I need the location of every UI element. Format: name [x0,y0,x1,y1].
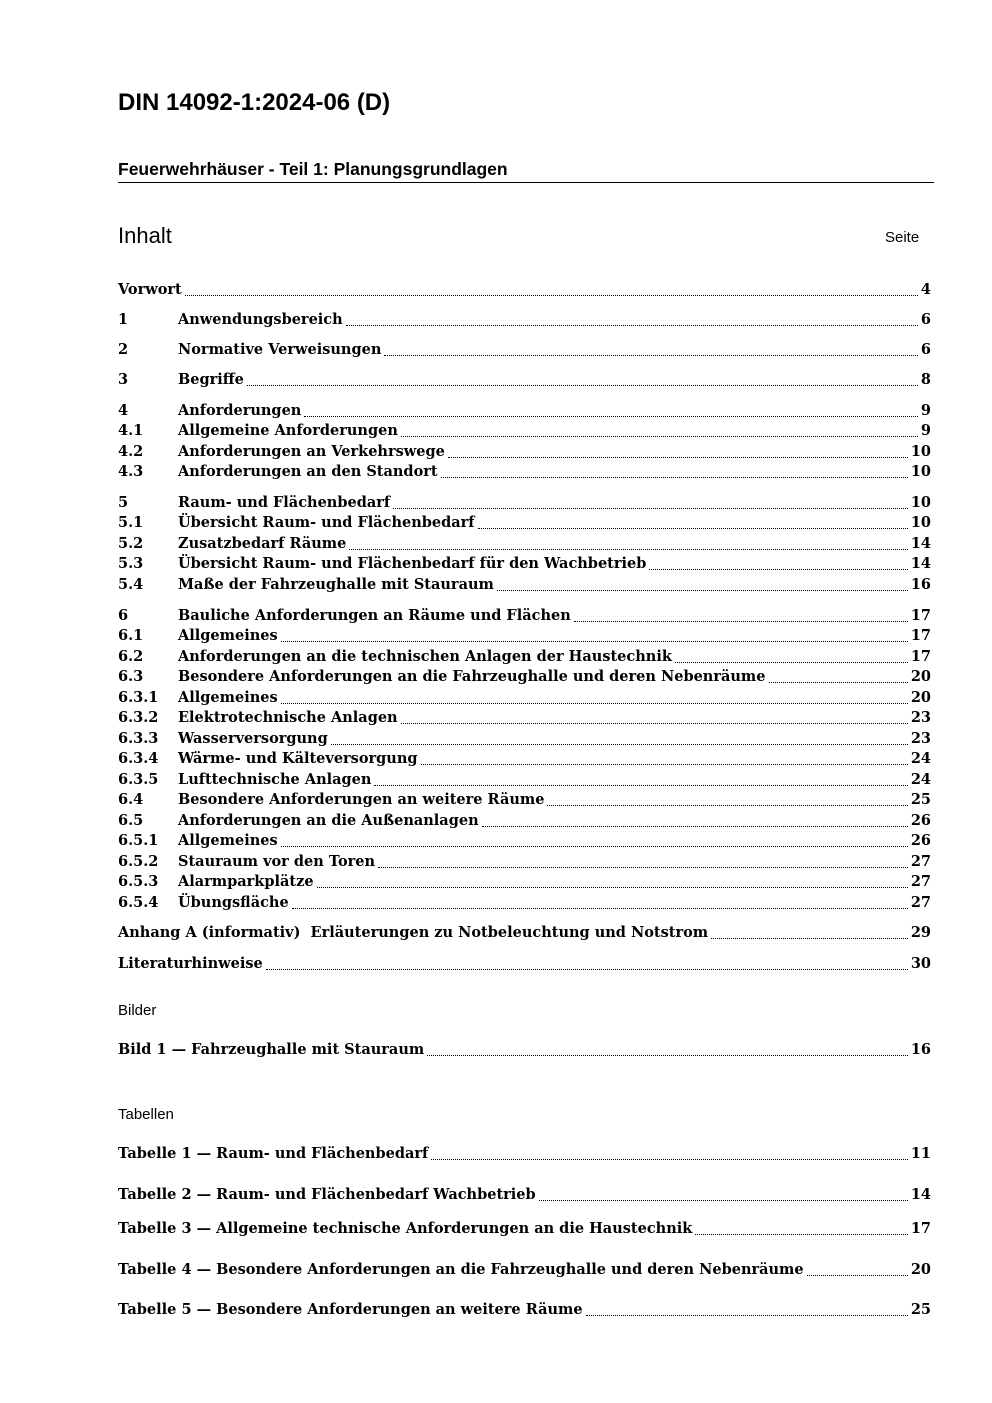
table-entry-page: 14 [910,1186,931,1203]
toc-entry-page: 10 [910,514,931,531]
toc-leader-dots [349,549,907,550]
toc-entry-text: Bauliche Anforderungen an Räume und Flächen [178,607,571,624]
toc-entry-text: Maße der Fahrzeughalle mit Stauraum [178,576,494,593]
table-entry-text: Tabelle 2 — Raum- und Flächenbedarf Wachbetrieb [118,1186,536,1203]
toc-entry-number: 6 [118,607,129,624]
toc-leader-dots [547,805,907,806]
table-entry-page: 25 [910,1301,931,1318]
toc-entry-page: 23 [910,709,931,726]
toc-leader-dots [331,744,908,745]
toc-entry-text: Stauraum vor den Toren [178,853,376,870]
toc-entry-page: 14 [910,535,931,552]
toc-entry-number: 6.5.4 [118,894,159,911]
toc-entry-text: Anforderungen an den Standort [178,463,438,480]
figures-heading: Bilder [118,1002,157,1019]
toc-entry-page: 27 [910,853,931,870]
tables-heading: Tabellen [118,1106,174,1123]
toc-entry-page: 29 [910,924,931,941]
toc-entry-text: Literaturhinweise [118,955,263,972]
toc-entry-page: 26 [910,832,931,849]
toc-entry[interactable] [118,370,931,390]
toc-entry-page: 30 [910,955,931,972]
toc-leader-dots [281,641,908,642]
toc-leader-dots [427,1055,908,1056]
toc-leader-dots [317,887,908,888]
toc-entry-text: Allgemeine Anforderungen [178,422,398,439]
toc-leader-dots [401,436,918,437]
toc-leader-dots [649,569,907,570]
toc-entry-text: Elektrotechnische Anlagen [178,709,398,726]
toc-entry[interactable] [118,688,931,708]
toc-entry[interactable] [118,831,931,851]
toc-entry-text: Anforderungen an Verkehrswege [178,443,445,460]
toc-leader-dots [478,528,908,529]
document-title: DIN 14092-1:2024-06 (D) [118,89,391,116]
toc-leader-dots [292,908,908,909]
figure-entry-page: 16 [910,1041,931,1058]
toc-entry[interactable] [118,708,931,728]
toc-entry[interactable] [118,493,931,513]
toc-entry-number: 6.3.1 [118,689,159,706]
toc-entry-page: 10 [910,443,931,460]
table-entry-page: 17 [910,1220,931,1237]
toc-entry-text: Vorwort [118,281,182,298]
toc-entry-page: 27 [910,873,931,890]
toc-leader-dots [441,477,908,478]
toc-entry-page: 26 [910,812,931,829]
toc-entry-page: 6 [920,341,931,358]
toc-entry[interactable] [118,647,931,667]
toc-entry-number: 6.3 [118,668,144,685]
toc-entry-page: 14 [910,555,931,572]
toc-leader-dots [431,1159,908,1160]
toc-entry-page: 4 [920,281,931,298]
toc-entry[interactable] [118,729,931,749]
table-entry[interactable] [118,1260,931,1280]
toc-entry[interactable] [118,280,931,300]
toc-entry-text: Wärme- und Kälteversorgung [178,750,418,767]
document-subtitle: Feuerwehrhäuser - Teil 1: Planungsgrundlagen [118,159,508,179]
toc-leader-dots [574,621,908,622]
toc-entry[interactable] [118,790,931,810]
toc-entry-number: 5.1 [118,514,144,531]
table-entry[interactable] [118,1300,931,1320]
toc-entry[interactable] [118,575,931,595]
toc-entry-text: Anwendungsbereich [178,311,343,328]
toc-entry-text: Besondere Anforderungen an weitere Räume [178,791,545,808]
toc-entry-number: 5.3 [118,555,144,572]
toc-entry-page: 24 [910,771,931,788]
toc-entry-number: 6.5 [118,812,144,829]
toc-entry-page: 10 [910,494,931,511]
toc-entry-number: 4.3 [118,463,144,480]
toc-entry[interactable] [118,811,931,831]
toc-leader-dots [539,1200,908,1201]
toc-entry-text: Übersicht Raum- und Flächenbedarf [178,514,475,531]
toc-entry-number: 6.5.1 [118,832,159,849]
title-divider [118,182,934,183]
toc-entry[interactable] [118,749,931,769]
toc-leader-dots [421,764,908,765]
toc-entry-page: 8 [920,371,931,388]
toc-leader-dots [695,1234,908,1235]
toc-entry-page: 17 [910,607,931,624]
table-entry-text: Tabelle 4 — Besondere Anforderungen an die Fahrzeughalle und deren Nebenräume [118,1261,804,1278]
toc-leader-dots [266,969,908,970]
toc-entry-page: 25 [910,791,931,808]
toc-entry-text: Anforderungen an die Außenanlagen [178,812,479,829]
toc-entry[interactable] [118,606,931,626]
toc-entry[interactable] [118,872,931,892]
toc-entry-number: 6.3.3 [118,730,159,747]
toc-entry-number: 1 [118,311,129,328]
toc-page-label: Seite [885,229,920,246]
table-entry-page: 11 [910,1145,931,1162]
toc-leader-dots [393,508,908,509]
toc-entry-number: 6.5.3 [118,873,159,890]
toc-entry-page: 23 [910,730,931,747]
toc-entry-page: 27 [910,894,931,911]
toc-entry-number: 3 [118,371,129,388]
toc-leader-dots [185,295,918,296]
table-entry[interactable] [118,1219,931,1239]
toc-entry-page: 20 [910,689,931,706]
figure-entry[interactable] [118,1040,931,1060]
toc-entry-text: Anhang A (informativ) Erläuterungen zu Notbeleuchtung und Notstrom [118,924,709,941]
toc-leader-dots [304,416,918,417]
toc-leader-dots [497,590,908,591]
toc-entry-text: Zusatzbedarf Räume [178,535,347,552]
toc-leader-dots [384,355,918,356]
toc-leader-dots [807,1275,908,1276]
toc-entry-text: Alarmparkplätze [178,873,314,890]
toc-leader-dots [675,662,908,663]
table-entry-text: Tabelle 3 — Allgemeine technische Anforderungen an die Haustechnik [118,1220,693,1237]
toc-entry-text: Anforderungen [178,402,302,419]
toc-leader-dots [586,1315,908,1316]
table-entry-text: Tabelle 1 — Raum- und Flächenbedarf [118,1145,429,1162]
toc-entry-number: 4.2 [118,443,144,460]
toc-entry[interactable] [118,923,931,943]
toc-entry[interactable] [118,462,931,482]
table-entry[interactable] [118,1185,931,1205]
toc-entry[interactable] [118,442,931,462]
toc-entry[interactable] [118,667,931,687]
toc-entry-number: 6.3.5 [118,771,159,788]
toc-leader-dots [711,938,908,939]
toc-entry[interactable] [118,954,931,974]
toc-entry-number: 4.1 [118,422,144,439]
toc-entry-text: Allgemeines [178,832,278,849]
toc-entry-text: Besondere Anforderungen an die Fahrzeughalle und deren Nebenräume [178,668,766,685]
toc-entry-text: Wasserversorgung [178,730,328,747]
toc-entry-page: 20 [910,668,931,685]
toc-entry-page: 10 [910,463,931,480]
toc-entry-text: Übungsfläche [178,894,289,911]
toc-leader-dots [281,703,908,704]
toc-entry-number: 6.4 [118,791,144,808]
toc-leader-dots [374,785,907,786]
toc-leader-dots [378,867,908,868]
toc-leader-dots [401,723,908,724]
toc-entry-text: Raum- und Flächenbedarf [178,494,391,511]
toc-entry[interactable] [118,554,931,574]
toc-entry-number: 6.5.2 [118,853,159,870]
table-entry[interactable] [118,1144,931,1164]
toc-entry[interactable] [118,626,931,646]
toc-entry[interactable] [118,893,931,913]
toc-entry-page: 16 [910,576,931,593]
toc-entry[interactable] [118,852,931,872]
toc-entry-text: Normative Verweisungen [178,341,382,358]
toc-entry-number: 6.3.2 [118,709,159,726]
toc-entry-page: 9 [920,402,931,419]
toc-entry-text: Anforderungen an die technischen Anlagen der Haustechnik [178,648,672,665]
figure-entry-text: Bild 1 — Fahrzeughalle mit Stauraum [118,1041,425,1058]
toc-entry-text: Lufttechnische Anlagen [178,771,372,788]
toc-entry[interactable] [118,340,931,360]
toc-heading: Inhalt [118,223,172,248]
toc-entry-page: 6 [920,311,931,328]
toc-entry-page: 17 [910,648,931,665]
toc-entry-page: 17 [910,627,931,644]
toc-entry-number: 5.2 [118,535,144,552]
toc-entry[interactable] [118,770,931,790]
toc-entry-text: Allgemeines [178,627,278,644]
toc-entry-page: 9 [920,422,931,439]
toc-entry-number: 4 [118,402,129,419]
toc-entry-number: 5 [118,494,129,511]
toc-entry[interactable] [118,401,931,421]
toc-entry-page: 24 [910,750,931,767]
toc-entry-number: 6.1 [118,627,144,644]
toc-leader-dots [448,457,908,458]
toc-entry[interactable] [118,310,931,330]
toc-leader-dots [346,325,918,326]
toc-entry-number: 6.3.4 [118,750,159,767]
toc-entry[interactable] [118,534,931,554]
toc-leader-dots [769,682,908,683]
toc-leader-dots [482,826,908,827]
toc-leader-dots [281,846,908,847]
table-entry-text: Tabelle 5 — Besondere Anforderungen an weitere Räume [118,1301,583,1318]
toc-entry-text: Allgemeines [178,689,278,706]
toc-entry-text: Begriffe [178,371,244,388]
toc-entry-number: 5.4 [118,576,144,593]
toc-entry[interactable] [118,421,931,441]
toc-entry[interactable] [118,513,931,533]
toc-entry-number: 2 [118,341,129,358]
toc-entry-number: 6.2 [118,648,144,665]
toc-entry-text: Übersicht Raum- und Flächenbedarf für den Wachbetrieb [178,555,647,572]
table-entry-page: 20 [910,1261,931,1278]
toc-leader-dots [247,385,918,386]
